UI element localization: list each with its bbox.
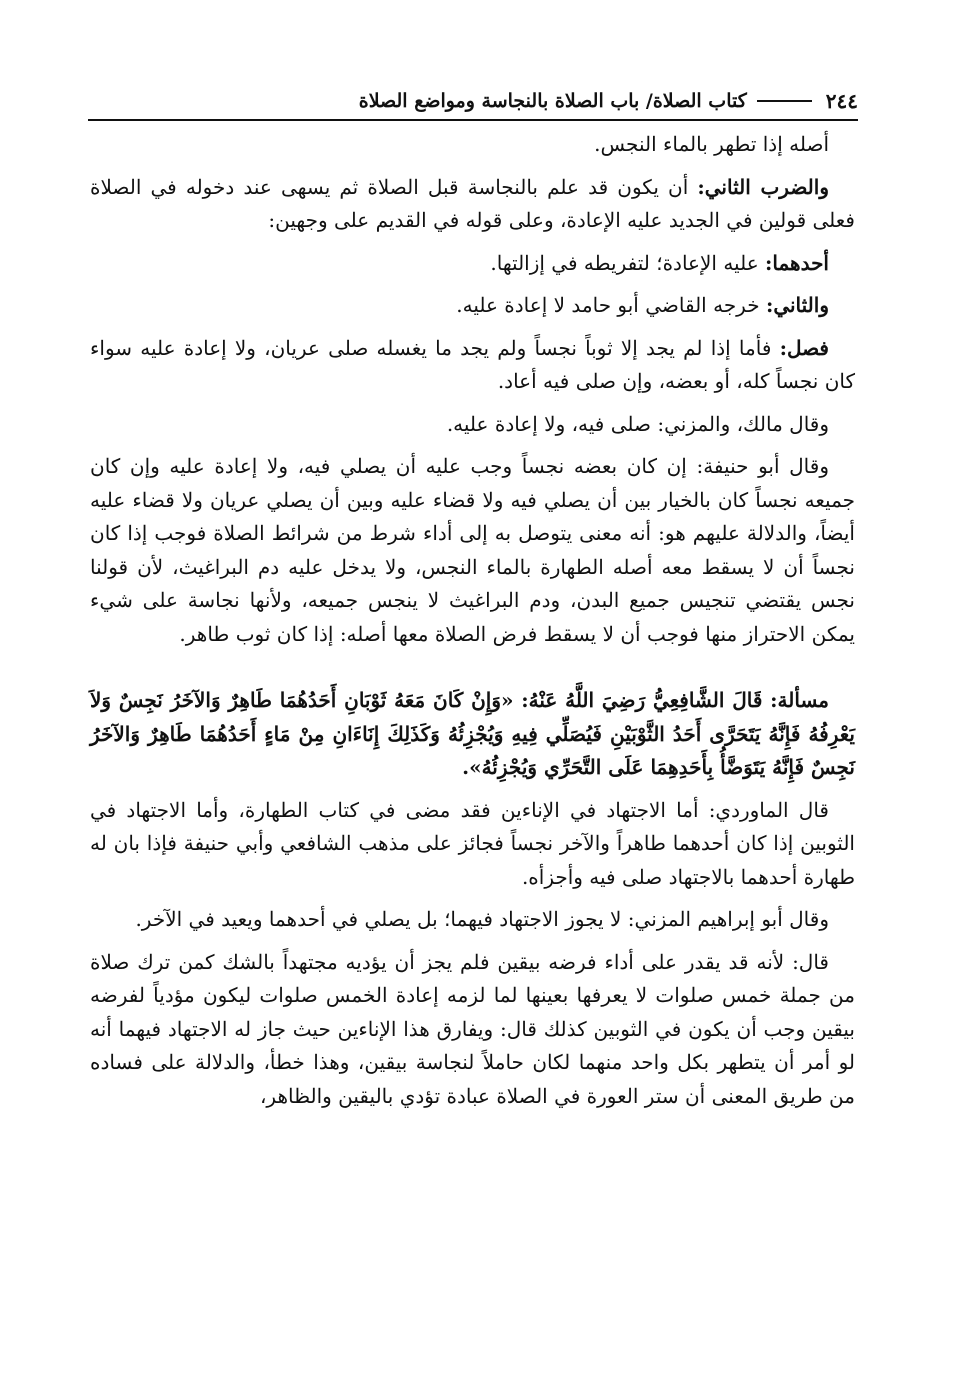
quoted-text: رَضِيَ اللَّهُ عَنْهُ: «وَإِنْ كَانَ مَعَهُ ثَوْبَانِ أَحَدُهُمَا طَاهِرٌ وَالآخَرُ نَجِسٌ وَلاَ يَعْرِفُهُ فَإِنَّهُ يَتَحَرَّى أَحَدُ الثَّوْبَيْنِ فَيُصَلِّي فِيهِ وَيُجْزِئُهُ وَكَذَلِكَ إِنَاءَانِ مِنْ مَاءٍ أَحَدُهُمَا طَاهِرٌ وَالآخَرُ نَجِسٌ فَإِنَّهُ يَتَوَضَّأُ بِأَحَدِهِمَا عَلَى التَّحَرِّي وَيُجْزِئُهُ».	[90, 688, 855, 779]
section-gap	[90, 660, 855, 684]
paragraph	[90, 684, 855, 785]
paragraph-text: قال: لأنه قد يقدر على أداء فرضه بيقين فلم يجز أن يؤديه مجتهداً بالشك كمن ترك صلاة من جملة خمس صلوات لا يعرفها بعينها لما لزمه إعادة الخمس صلوات ليكون مؤدياً لفرضه بيقين وجب أن يكون في الثوبين كذلك قال: ويفارق هذا الإناءين حيث جاز له الاجتهاد فيهما أنه لو أمر أن يتطهر بكل واحد منهما لكان حاملاً لنجاسة بيقين، وهذا خطأ، والدلالة على فساده من طريق المعنى أن ستر العورة في الصلاة عبادة تؤدي باليقين والظاهر،	[90, 949, 855, 1108]
paragraph	[90, 128, 855, 162]
paragraph-lead: فصل:	[779, 335, 829, 360]
header-divider	[88, 119, 858, 121]
paragraph	[90, 171, 855, 238]
paragraph-text: وقال مالك، والمزني: صلى فيه، ولا إعادة عليه.	[446, 411, 829, 436]
paragraph-lead: والضرب الثاني:	[697, 174, 829, 199]
paragraph-text: عليه الإعادة؛ لتفريطه في إزالتها.	[490, 250, 765, 275]
paragraph-lead: مسألة: قَالَ الشَّافِعِيُّ	[652, 688, 829, 712]
page-body	[90, 128, 855, 1122]
paragraph-lead: أحدهما:	[764, 250, 829, 275]
paragraph-text: أصله إذا تطهر بالماء النجس.	[594, 132, 829, 156]
paragraph	[90, 408, 855, 442]
paragraph	[90, 946, 855, 1114]
paragraph	[90, 332, 855, 399]
paragraph	[90, 247, 855, 281]
paragraph-text: أن يكون قد علم بالنجاسة قبل الصلاة ثم يسهى عند دخوله في الصلاة فعلى قولين في الجديد عليه الإعادة، وعلى قوله في القديم على وجهين:	[90, 174, 855, 232]
running-header	[88, 84, 858, 118]
paragraph-text: قال الماوردي: أما الاجتهاد في الإناءين فقد مضى في كتاب الطهارة، وأما الاجتهاد في الثوبين إذا كان أحدهما طاهراً والآخر نجساً فجائز على مذهب الشافعي وأبي حنيفة فإذا بان له طهارة أحدهما بالاجتهاد صلى فيه وأجزأه.	[90, 797, 855, 889]
paragraph-text: فأما إذا لم يجد إلا ثوباً نجساً ولم يجد ما يغسله صلى عريان، ولا إعادة عليه سواء كان نجساً كله، أو بعضه، وإن صلى فيه أعاد.	[90, 335, 855, 393]
paragraph-text: وقال أبو حنيفة: إن كان بعضه نجساً وجب عليه أن يصلي فيه، ولا إعادة عليه وإن كان جميعه نجساً كان بالخيار بين أن يصلي فيه ولا قضاء عليه وبين أن يصلي عريان ولا قضاء عليه أيضاً، والدلالة عليهم هو: أنه معنى يتوصل به إلى أداء شرط من شرائط الصلاة فوجب إذا كان نجساً أن لا يسقط معه أصله الطهارة بالماء النجس، ولا يدخل عليه دم البراغيث، لأن قولنا نجس يقتضي تنجيس جميع البدن، ودم البراغيث لا ينجس جميعه، ولأنها نجاسة على شيء يمكن الاحتراز منها فوجب أن لا يسقط فرض الصلاة معها أصله: إذا كان ثوب طاهر.	[90, 454, 855, 646]
paragraph	[90, 450, 855, 651]
paragraph-text: وقال أبو إبراهيم المزني: لا يجوز الاجتهاد فيهما؛ بل يصلي في أحدهما ويعيد في الآخر.	[135, 907, 829, 931]
paragraph	[90, 903, 855, 937]
chapter-title: كتاب الصلاة/ باب الصلاة بالنجاسة ومواضع الصلاة	[358, 90, 747, 112]
paragraph	[90, 794, 855, 895]
paragraph-text: خرجه القاضي أبو حامد لا إعادة عليه.	[456, 293, 766, 317]
page-number: ٢٤٤	[825, 89, 858, 113]
paragraph-lead: والثاني:	[765, 293, 829, 317]
header-dash	[757, 100, 812, 102]
paragraph	[90, 289, 855, 323]
